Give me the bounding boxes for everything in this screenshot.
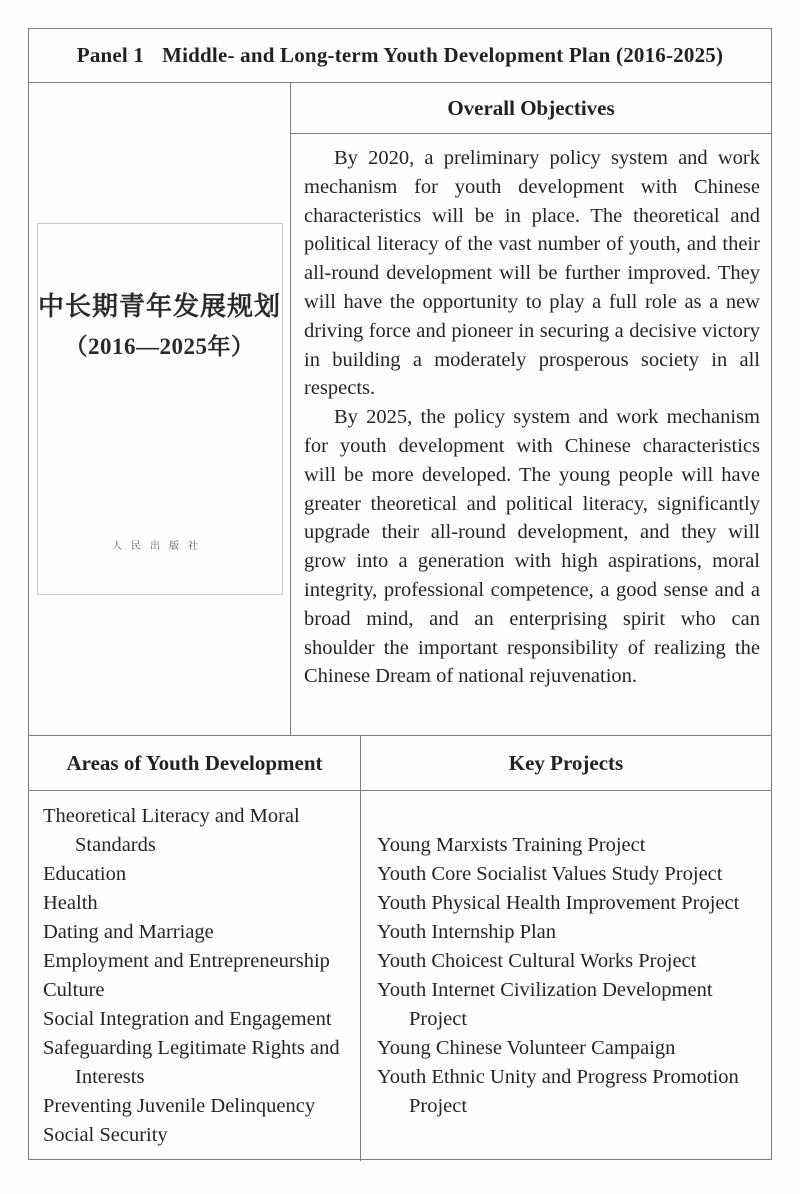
area-item: Theoretical Literacy and Moral Standards bbox=[43, 805, 300, 856]
area-item: Safeguarding Legitimate Rights and Interests bbox=[43, 1037, 340, 1088]
lower-header-row bbox=[29, 736, 771, 791]
area-item: Culture bbox=[43, 979, 105, 1001]
project-item: Youth Internet Civilization Development Project bbox=[377, 979, 713, 1030]
panel-label: Panel 1 bbox=[76, 43, 145, 67]
panel-table bbox=[28, 28, 772, 1160]
area-item: Employment and Entrepreneurship bbox=[43, 950, 330, 972]
area-item: Social Integration and Engagement bbox=[43, 1008, 332, 1030]
book-cover-title-block bbox=[38, 286, 282, 361]
objectives-paragraph-2020: By 2020, a preliminary policy system and work mechanism for youth development with Chinese characteristics will be in place. The theoretical and political literacy of the vast number of youth, and their all-round development will be further improved. They will have the opportunity to play a full role as a new driving force and pioneer in securing a decisive victory in building a moderately prosperous society in all respects. bbox=[304, 147, 760, 400]
key-projects-list bbox=[377, 831, 765, 1121]
areas-list-cell bbox=[29, 791, 361, 1161]
area-item: Education bbox=[43, 863, 127, 885]
areas-column-header: Areas of Youth Development bbox=[29, 736, 361, 790]
key-projects-column-header: Key Projects bbox=[508, 750, 624, 775]
area-item: Social Security bbox=[43, 1124, 168, 1146]
key-projects-list-cell bbox=[361, 791, 771, 1161]
overall-objectives-body bbox=[291, 134, 771, 735]
project-item: Youth Choicest Cultural Works Project bbox=[377, 950, 697, 972]
book-publisher-text: 人民出版社 bbox=[112, 541, 207, 552]
area-item: Dating and Marriage bbox=[43, 921, 214, 943]
project-item: Youth Core Socialist Values Study Project bbox=[377, 863, 723, 885]
lower-section bbox=[29, 736, 771, 1161]
overall-objectives-header: Overall Objectives bbox=[291, 83, 771, 134]
area-item: Preventing Juvenile Delinquency bbox=[43, 1095, 316, 1117]
objectives-paragraph-2025: By 2025, the policy system and work mechanism for youth development with Chinese characteristics will be more developed. The young people will have greater theoretical and political literacy, significantly upgrade their all-round development, and they will grow into a generation with high aspirations, moral integrity, professional competence, a good sense and a broad mind, and an enterprising spirit who can shoulder the important responsibility of realizing the Chinese Dream of national rejuvenation. bbox=[304, 406, 760, 688]
lower-body-row bbox=[29, 791, 771, 1161]
project-item: Youth Internship Plan bbox=[377, 921, 557, 943]
book-cover-cell bbox=[29, 83, 291, 735]
book-cover-title: 中长期青年发展规划 bbox=[37, 292, 281, 321]
book-cover-subtitle: （2016—2025年） bbox=[64, 334, 255, 359]
project-item: Young Chinese Volunteer Campaign bbox=[377, 1037, 676, 1059]
upper-section bbox=[29, 83, 771, 736]
area-item: Health bbox=[43, 892, 98, 914]
project-item: Young Marxists Training Project bbox=[377, 834, 646, 856]
panel-title-row bbox=[29, 29, 771, 83]
overall-objectives-cell bbox=[291, 83, 771, 735]
panel-title-text: Middle- and Long-term Youth Development Plan (2016-2025) bbox=[162, 43, 724, 67]
project-item: Youth Ethnic Unity and Progress Promotion Project bbox=[377, 1066, 739, 1117]
areas-list bbox=[43, 802, 354, 1150]
project-item: Youth Physical Health Improvement Project bbox=[377, 892, 740, 914]
book-cover-image bbox=[37, 223, 283, 595]
